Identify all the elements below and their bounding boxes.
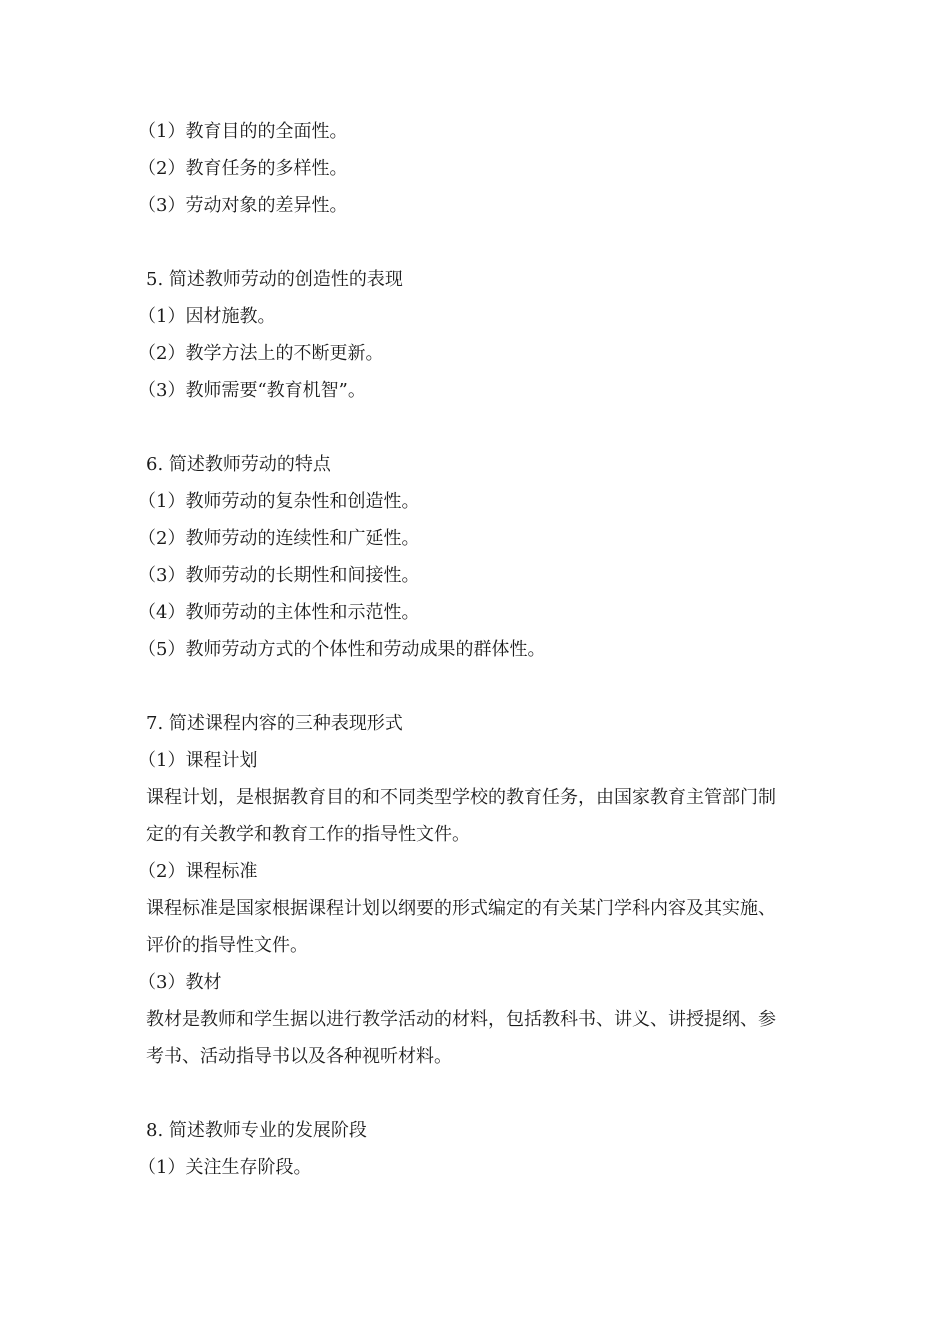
section7-sub3-title: （3）教材 — [138, 972, 222, 993]
section4-item-3: （3）劳动对象的差异性。 — [138, 195, 348, 216]
section7-heading: 7. 简述课程内容的三种表现形式 — [146, 713, 403, 734]
section6-item-3: （3）教师劳动的长期性和间接性。 — [138, 565, 420, 586]
section6-item-4: （4）教师劳动的主体性和示范性。 — [138, 602, 420, 623]
section7-sub3-text-line1: 教材是教师和学生据以进行教学活动的材料，包括教科书、讲义、讲授提纲、参 — [146, 1009, 776, 1030]
section7-sub1-title: （1）课程计划 — [138, 750, 258, 771]
section4-item-2: （2）教育任务的多样性。 — [138, 158, 348, 179]
section8-heading: 8. 简述教师专业的发展阶段 — [146, 1120, 367, 1141]
section7-sub3-text-line2: 考书、活动指导书以及各种视听材料。 — [146, 1046, 452, 1067]
section5-item-3: （3）教师需要“教育机智”。 — [138, 380, 366, 401]
section5-item-1: （1）因材施教。 — [138, 306, 276, 327]
section7-sub2-text-line2: 评价的指导性文件。 — [146, 935, 308, 956]
document-page — [138, 113, 816, 1186]
section7-sub2-title: （2）课程标准 — [138, 861, 258, 882]
section4-item-1: （1）教育目的的全面性。 — [138, 121, 348, 142]
section5-heading: 5. 简述教师劳动的创造性的表现 — [146, 269, 403, 290]
section7-sub2-text-line1: 课程标准是国家根据课程计划以纲要的形式编定的有关某门学科内容及其实施、 — [146, 898, 776, 919]
section6-heading: 6. 简述教师劳动的特点 — [146, 454, 331, 475]
section7-sub1-text-line1: 课程计划，是根据教育目的和不同类型学校的教育任务，由国家教育主管部门制 — [146, 787, 776, 808]
section6-item-5: （5）教师劳动方式的个体性和劳动成果的群体性。 — [138, 639, 546, 660]
section7-sub1-text-line2: 定的有关教学和教育工作的指导性文件。 — [146, 824, 470, 845]
section6-item-2: （2）教师劳动的连续性和广延性。 — [138, 528, 420, 549]
section5-item-2: （2）教学方法上的不断更新。 — [138, 343, 384, 364]
section6-item-1: （1）教师劳动的复杂性和创造性。 — [138, 491, 420, 512]
section8-item-1: （1）关注生存阶段。 — [138, 1157, 312, 1178]
